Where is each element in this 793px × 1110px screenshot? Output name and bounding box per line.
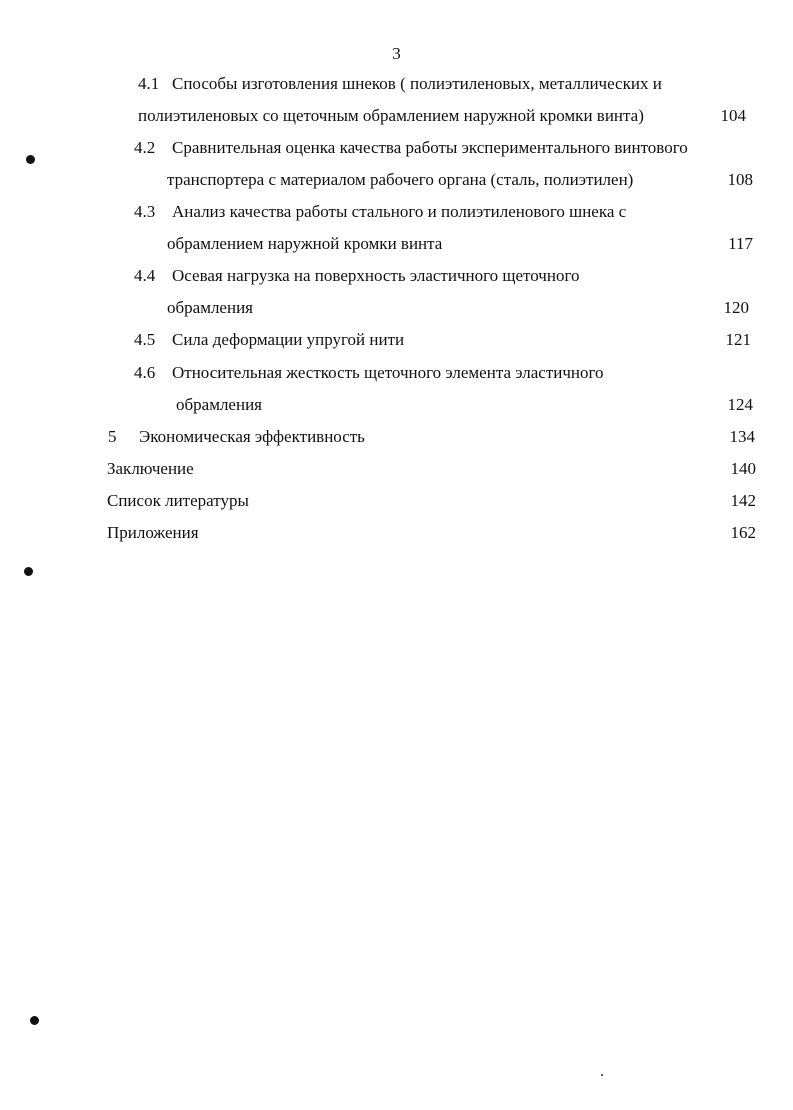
toc-page-4-1: 104: [720, 106, 746, 125]
toc-number-4-1: 4.1: [138, 74, 160, 93]
toc-entry-conclusion: Заключение: [107, 459, 194, 478]
toc-entry-4-4-line2: обрамления: [167, 298, 253, 317]
toc-entry-4-1-line1: Способы изготовления шнеков ( полиэтиленовых, металлических и: [172, 74, 662, 93]
toc-number-4-5: 4.5: [134, 330, 156, 349]
toc-entry-4-6-line1: Относительная жесткость щеточного элемента эластичного: [172, 363, 604, 382]
toc-page-references: 142: [730, 491, 756, 510]
toc-entry-4-2-line1: Сравнительная оценка качества работы экспериментального винтового: [172, 138, 688, 157]
toc-entry-4-1-line2: полиэтиленовых со щеточным обрамлением наружной кромки винта): [138, 106, 644, 125]
toc-page-appendices: 162: [730, 523, 756, 542]
toc-number-4-2: 4.2: [134, 138, 156, 157]
toc-page-4-2: 108: [727, 170, 753, 189]
binder-hole-mark: [26, 155, 35, 164]
toc-entry-appendices: Приложения: [107, 523, 199, 542]
toc-page-4-6: 124: [727, 395, 753, 414]
toc-page-4-3: 117: [728, 234, 753, 253]
toc-number-4-4: 4.4: [134, 266, 156, 285]
toc-entry-references: Список литературы: [107, 491, 249, 510]
toc-entry-4-5: Сила деформации упругой нити: [172, 330, 405, 349]
toc-number-4-6: 4.6: [134, 363, 156, 382]
toc-page-4-4: 120: [723, 298, 749, 317]
scan-speck: [601, 1074, 603, 1076]
toc-entry-4-6-line2: обрамления: [176, 395, 262, 414]
toc-page-conclusion: 140: [730, 459, 756, 478]
toc-entry-4-3-line2: обрамлением наружной кромки винта: [167, 234, 443, 253]
toc-entry-4-2-line2: транспортера с материалом рабочего органа (сталь, полиэтилен): [167, 170, 634, 189]
toc-entry-4-4-line1: Осевая нагрузка на поверхность эластичного щеточного: [172, 266, 580, 285]
binder-hole-mark: [24, 567, 33, 576]
toc-number-4-3: 4.3: [134, 202, 156, 221]
toc-entry-4-3-line1: Анализ качества работы стального и полиэтиленового шнека с: [172, 202, 627, 221]
toc-number-5: 5: [108, 427, 117, 446]
toc-page-4-5: 121: [725, 330, 751, 349]
toc-entry-5: Экономическая эффективность: [139, 427, 365, 446]
toc-page-5: 134: [729, 427, 755, 446]
page-number: 3: [392, 44, 401, 63]
binder-hole-mark: [30, 1016, 39, 1025]
